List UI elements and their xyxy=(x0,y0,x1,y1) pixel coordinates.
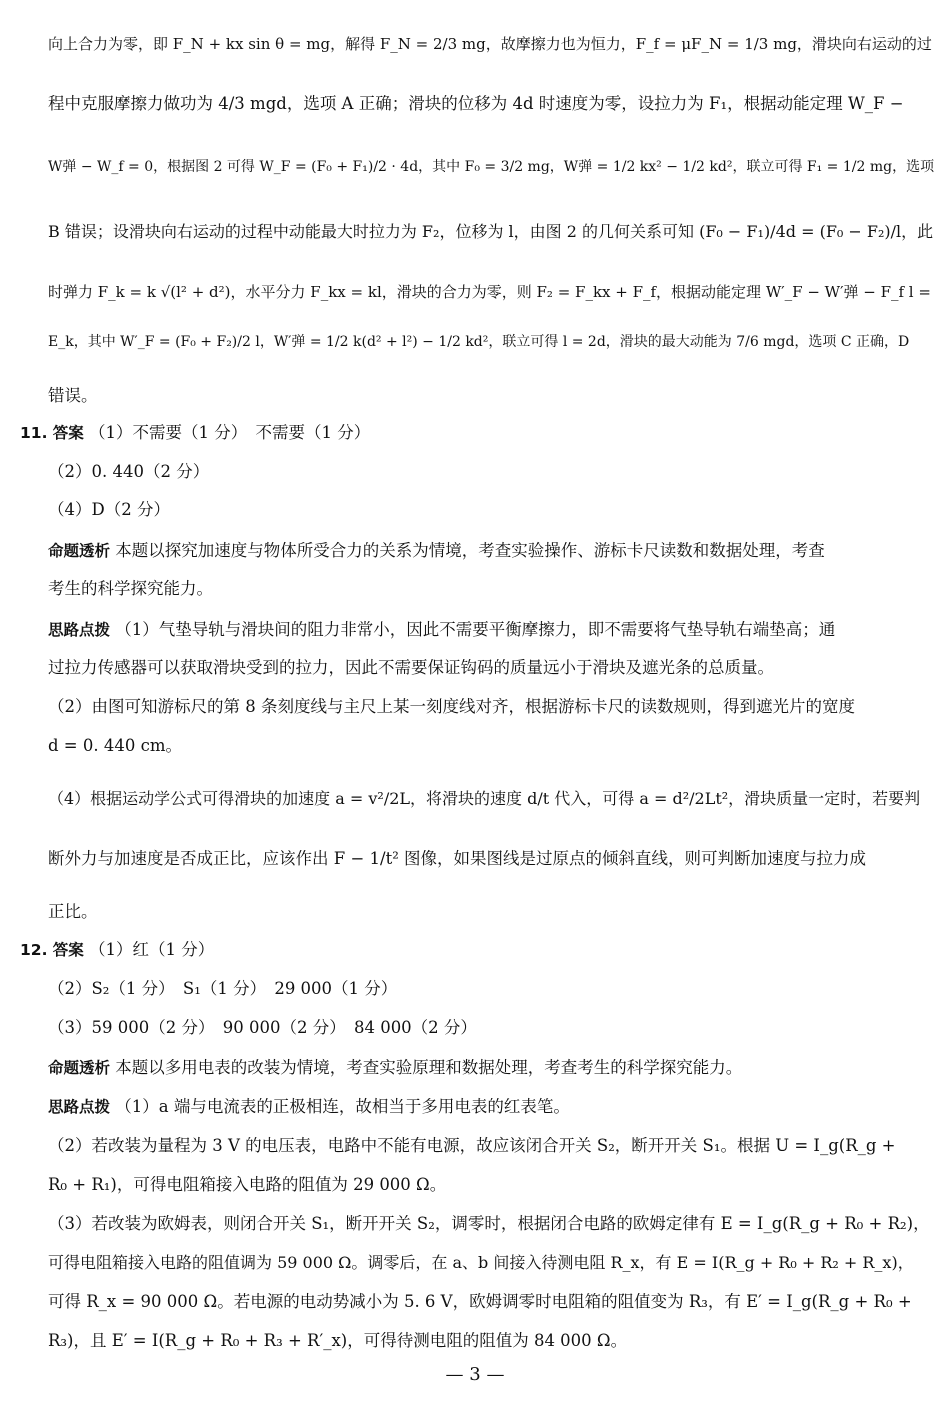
hint-text: d = 0. 440 cm。 xyxy=(48,736,182,755)
hint-text: 可得电阻箱接入电路的阻值调为 59 000 Ω。调零后，在 a、b 间接入待测电阻 R_x，有 E = I(R_g + R₀ + R₂ + R_x)， xyxy=(48,1253,914,1272)
hint-text: （4）根据运动学公式可得滑块的加速度 a = v²/2L，将滑块的速度 d/t 代入，可得 a = d²/2Lt²，滑块质量一定时，若要判 xyxy=(48,789,921,808)
solution-line: 程中克服摩擦力做功为 4/3 mgd，选项 A 正确；滑块的位移为 4d 时速度为零，设拉力为 F₁，根据动能定理 W_F − xyxy=(48,94,904,113)
hint-text: R₃)，且 E′ = I(R_g + R₀ + R₃ + R′_x)，可得待测电阻的阻值为 84 000 Ω。 xyxy=(48,1331,628,1350)
hint-text: 可得 R_x = 90 000 Ω。若电源的电动势减小为 5. 6 V，欧姆调零时电阻箱的阻值变为 R₃，有 E′ = I_g(R_g + R₀ + xyxy=(48,1292,912,1311)
solution-line: W弹 − W_f = 0，根据图 2 可得 W_F = (F₀ + F₁)/2 · 4d，其中 F₀ = 3/2 mg，W弹 = 1/2 kx² − 1/2 kd²，联立可得 F₁ = 1/2 mg，选项 xyxy=(48,159,935,175)
hint-text: 过拉力传感器可以获取滑块受到的拉力，因此不需要保证钩码的质量远小于滑块及遮光条的总质量。 xyxy=(48,658,774,677)
answer-text: （3）59 000（2 分） 90 000（2 分） 84 000（2 分） xyxy=(48,1018,477,1037)
hint-row xyxy=(48,618,835,642)
page-number: — 3 — xyxy=(445,1364,505,1385)
answer-label: 答案 xyxy=(52,424,84,442)
intent-text: 考生的科学探究能力。 xyxy=(48,579,213,598)
question-11-answer-row xyxy=(20,421,370,445)
solution-line: 时弹力 F_k = k √(l² + d²)，水平分力 F_kx = kl，滑块的合力为零，则 F₂ = F_kx + F_f，根据动能定理 W′_F − W′弹 − F_f l = xyxy=(48,283,931,301)
hint-text: （2）由图可知游标尺的第 8 条刻度线与主尺上某一刻度线对齐，根据游标卡尺的读数规则，得到遮光片的宽度 xyxy=(48,697,855,716)
answer-text: （4）D（2 分） xyxy=(48,500,170,519)
intent-label: 命题透析 xyxy=(48,1059,111,1077)
answer-text: （1）红（1 分） xyxy=(88,940,215,959)
answer-text: （2）0. 440（2 分） xyxy=(48,462,210,481)
solution-line: B 错误；设滑块向右运动的过程中动能最大时拉力为 F₂，位移为 l，由图 2 的几何关系可知 (F₀ − F₁)/4d = (F₀ − F₂)/l，此 xyxy=(48,222,934,241)
question-12-answer-row xyxy=(20,938,214,962)
solution-line: E_k，其中 W′_F = (F₀ + F₂)/2 l，W′弹 = 1/2 k(d² + l²) − 1/2 kd²，联立可得 l = 2d，滑块的最大动能为 7/6 mgd，选项 C 正确，D xyxy=(48,334,910,350)
intent-row xyxy=(48,539,825,563)
question-number: 11. xyxy=(20,424,48,442)
answer-label: 答案 xyxy=(52,941,84,959)
solution-line: 错误。 xyxy=(48,386,98,405)
intent-label: 命题透析 xyxy=(48,542,111,560)
answer-text: （1）不需要（1 分） 不需要（1 分） xyxy=(88,423,371,442)
hint-text: （1）a 端与电流表的正极相连，故相当于多用电表的红表笔。 xyxy=(115,1097,570,1116)
intent-text: 本题以探究加速度与物体所受合力的关系为情境，考查实验操作、游标卡尺读数和数据处理，考查 xyxy=(115,541,825,560)
solution-line: 向上合力为零，即 F_N + kx sin θ = mg，解得 F_N = 2/3 mg，故摩擦力也为恒力，F_f = μF_N = 1/3 mg，滑块向右运动的过 xyxy=(48,35,932,53)
hint-text: 正比。 xyxy=(48,902,98,921)
hint-text: R₀ + R₁)，可得电阻箱接入电路的阻值为 29 000 Ω。 xyxy=(48,1175,447,1194)
hint-text: （3）若改装为欧姆表，则闭合开关 S₁，断开开关 S₂，调零时，根据闭合电路的欧姆定律有 E = I_g(R_g + R₀ + R₂)， xyxy=(48,1214,930,1233)
intent-row xyxy=(48,1056,742,1080)
hint-text: （2）若改装为量程为 3 V 的电压表，电路中不能有电源，故应该闭合开关 S₂，断开开关 S₁。根据 U = I_g(R_g + xyxy=(48,1136,896,1155)
hint-label: 思路点拨 xyxy=(48,1098,111,1116)
intent-text: 本题以多用电表的改装为情境，考查实验原理和数据处理，考查考生的科学探究能力。 xyxy=(115,1058,743,1077)
answer-text: （2）S₂（1 分） S₁（1 分） 29 000（1 分） xyxy=(48,979,398,998)
hint-row xyxy=(48,1095,570,1119)
question-number: 12. xyxy=(20,941,48,959)
hint-text: （1）气垫导轨与滑块间的阻力非常小，因此不需要平衡摩擦力，即不需要将气垫导轨右端垫高；通 xyxy=(115,620,836,639)
hint-text: 断外力与加速度是否成正比，应该作出 F − 1/t² 图像，如果图线是过原点的倾斜直线，则可判断加速度与拉力成 xyxy=(48,849,867,868)
hint-label: 思路点拨 xyxy=(48,621,111,639)
